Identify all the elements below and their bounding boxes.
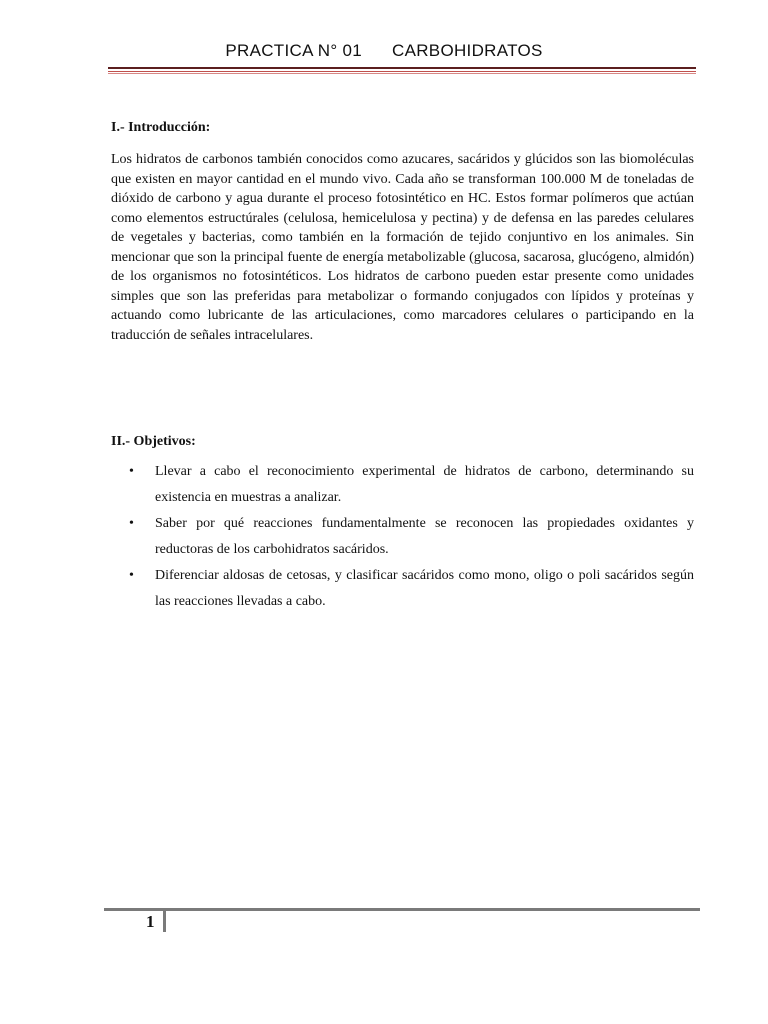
objective-text: Saber por qué reacciones fundamentalmente se reconocen las propiedades oxidantes y reductoras de los carbohidratos sacáridos. — [155, 516, 694, 557]
objective-text: Diferenciar aldosas de cetosas, y clasificar sacáridos como mono, oligo o poli sacáridos según las reacciones llevadas a cabo. — [155, 568, 694, 609]
page-number: 1 — [146, 912, 155, 931]
list-item — [111, 563, 694, 615]
objectives-heading: II.- Objetivos: — [111, 434, 196, 449]
footer-divider — [163, 910, 166, 932]
bullet-icon: • — [129, 516, 134, 531]
footer-rule — [104, 908, 700, 911]
intro-heading: I.- Introducción: — [111, 120, 211, 135]
objectives-list — [111, 459, 694, 615]
header-practice-number: PRACTICA N° 01 — [225, 41, 363, 60]
header-rule-red — [108, 71, 696, 72]
objective-text: Llevar a cabo el reconocimiento experimental de hidratos de carbono, determinando su existencia en muestras a analizar. — [155, 464, 694, 505]
header-rule-red-light — [108, 73, 696, 74]
intro-paragraph: Los hidratos de carbonos también conocidos como azucares, sacáridos y glúcidos son las biomoléculas que existen en mayor cantidad en el mundo vivo. Cada año se transforman 100.000 M de toneladas de dióxido de carbono y agua durante el proceso fotosintético en HC. Estos formar polímeros que actúan como elementos estructúrales (celulosa, hemicelulosa y pectina) y de defensa en las paredes celulares de vegetales y bacterias, como también en la formación de tejido conjuntivo en los animales. Sin mencionar que son la principal fuente de energía metabolizable (glucosa, sacarosa, glucógeno, almidón) de los organismos no fotosintéticos. Los hidratos de carbono pueden estar presente como unidades simples que son las preferidas para metabolizar o formando conjugados con lípidos y proteínas y actuando como lubricante de las articulaciones, como marcadores celulares o participando en la traducción de señales intracelulares. — [111, 152, 694, 343]
header-rule-dark — [108, 67, 696, 69]
list-item — [111, 459, 694, 511]
header-topic: CARBOHIDRATOS — [392, 41, 543, 60]
page-header — [0, 41, 768, 61]
bullet-icon: • — [129, 464, 134, 479]
bullet-icon: • — [129, 568, 134, 583]
list-item — [111, 511, 694, 563]
